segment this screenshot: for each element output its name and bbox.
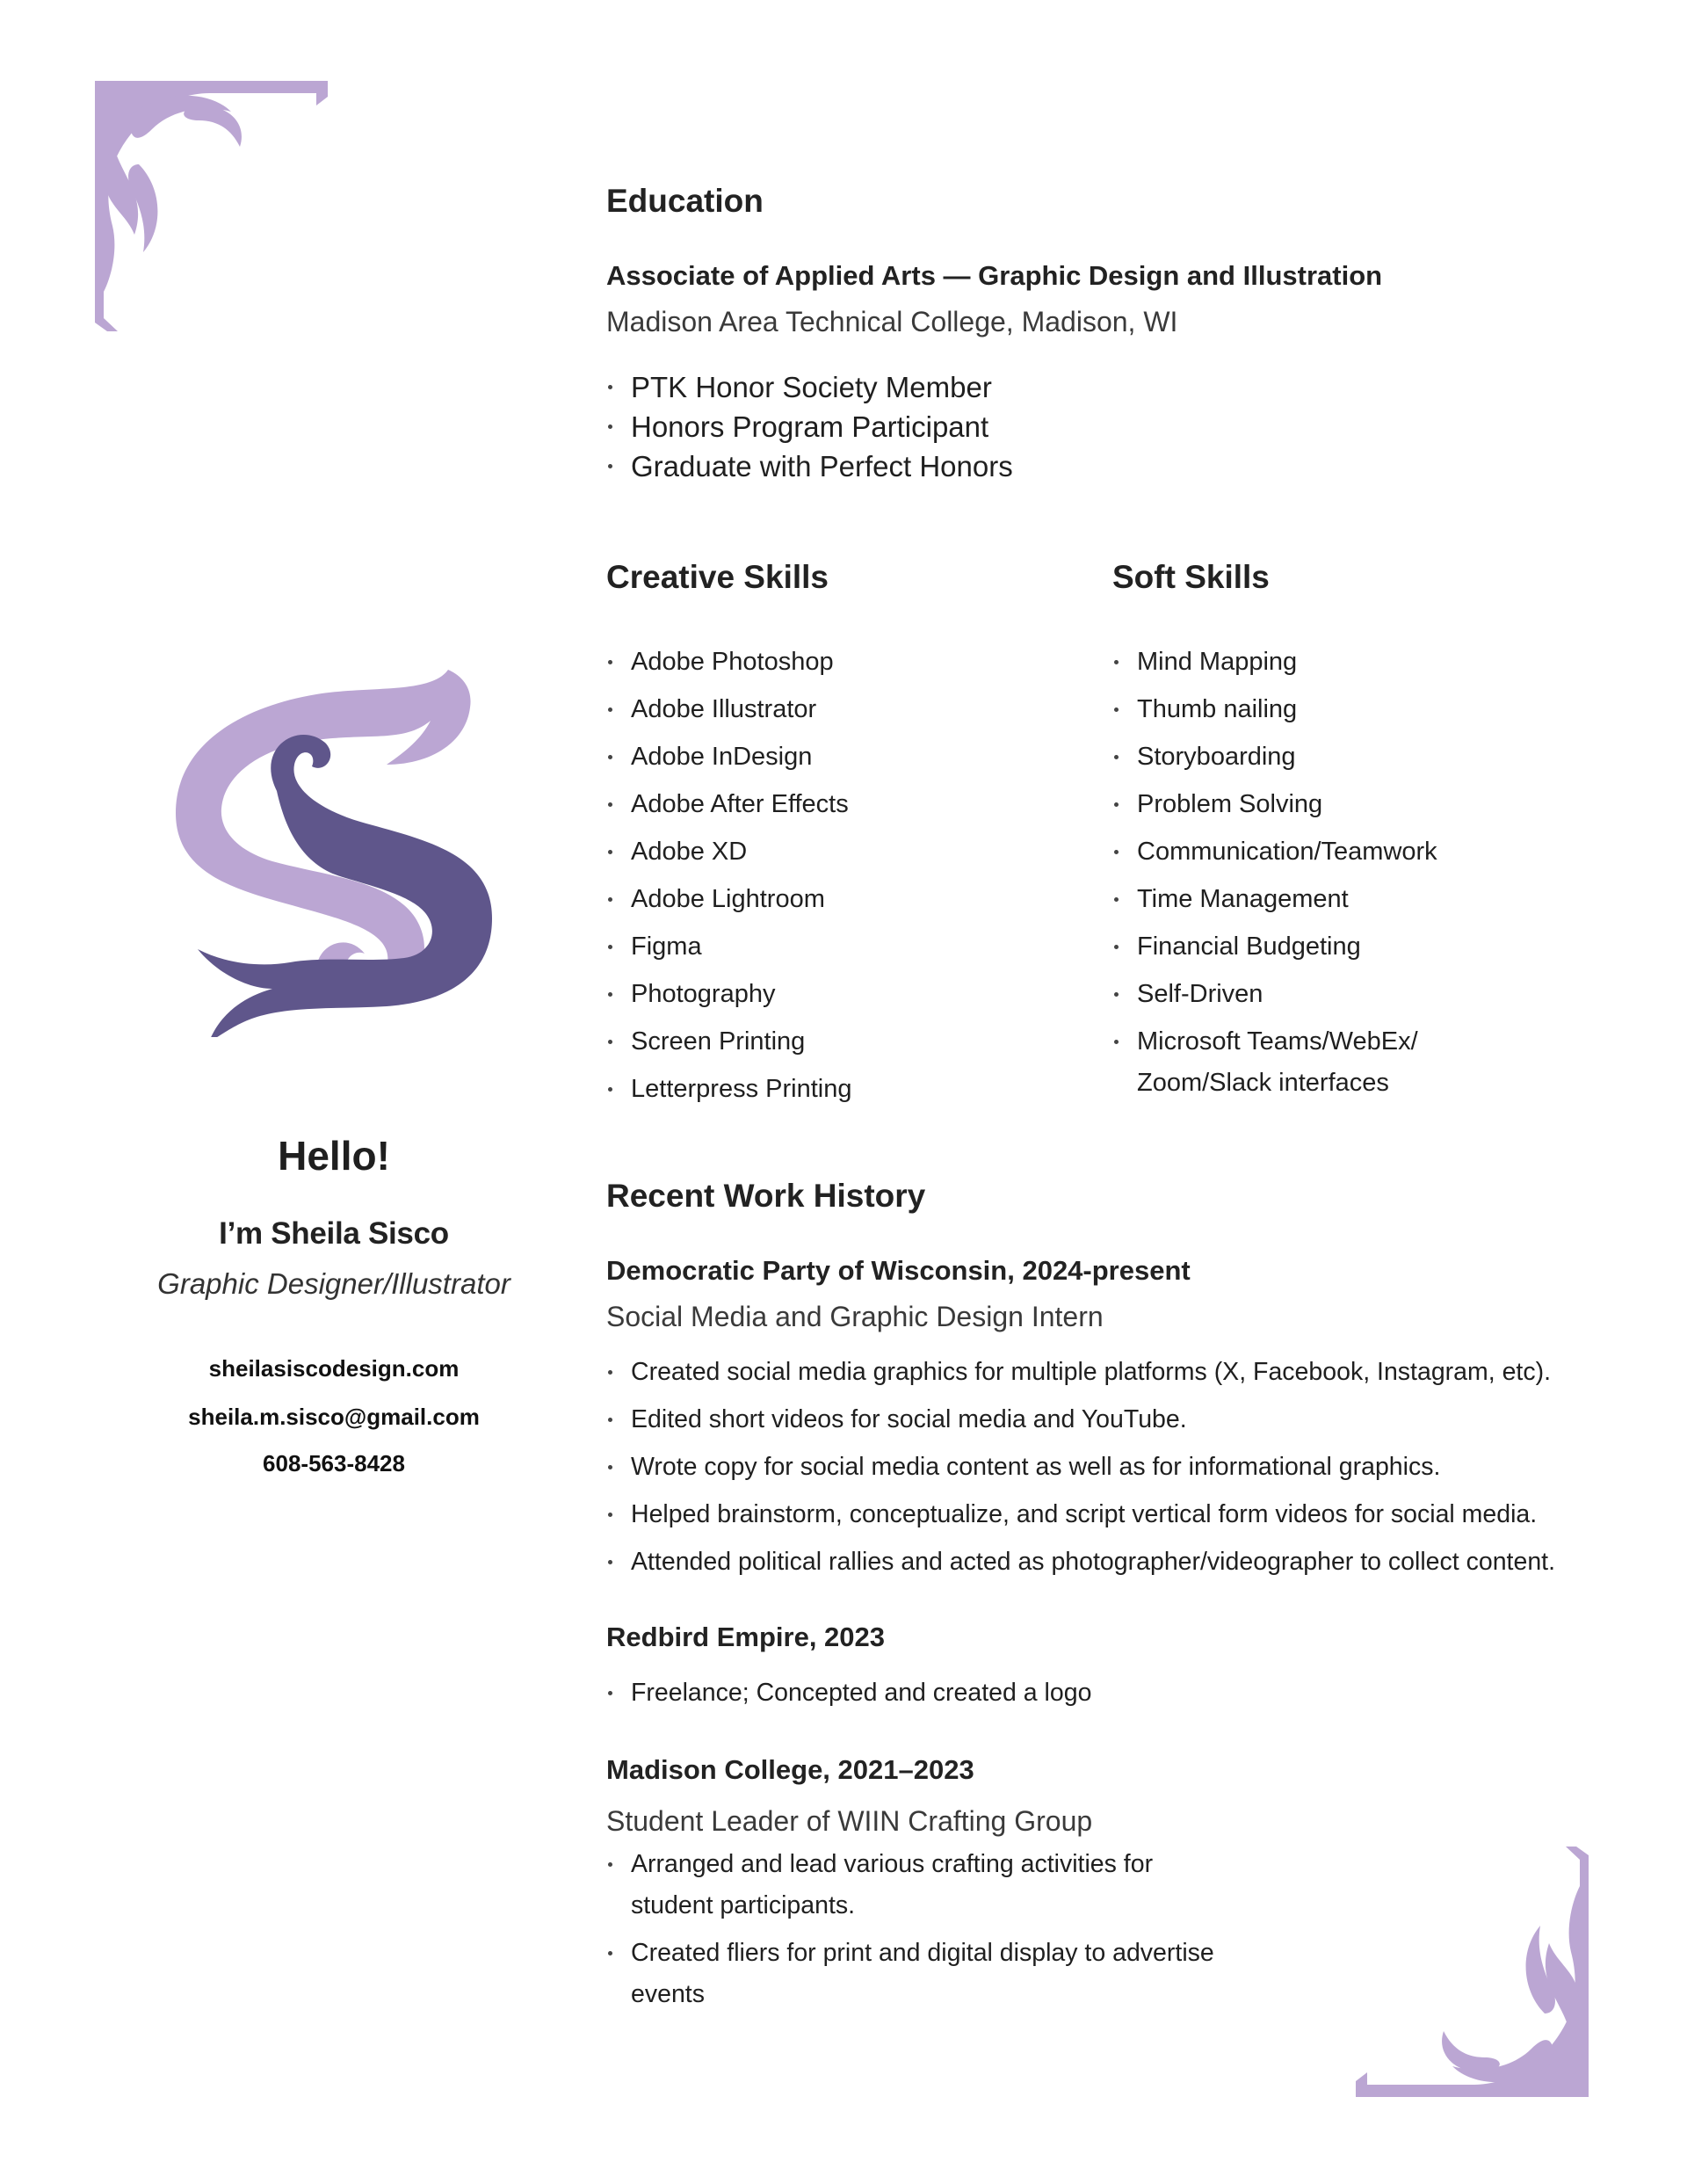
list-item: Letterpress Printing [606,1069,851,1110]
list-item: Honors Program Participant [606,407,1013,446]
list-item: Arranged and lead various crafting activities for student participants. [606,1844,1221,1926]
list-item: Photography [606,974,851,1015]
creative-skills-heading: Creative Skills [606,559,829,595]
list-item: Time Management [1112,879,1446,920]
greeting-heading: Hello! [278,1133,390,1179]
list-item: Mind Mapping [1112,642,1446,683]
job-title: Madison College, 2021–2023 [606,1754,974,1785]
list-item: Created social media graphics for multiple platforms (X, Facebook, Instagram, etc). [606,1352,1555,1393]
website-link[interactable]: sheilasiscodesign.com [208,1355,460,1382]
list-item: Helped brainstorm, conceptualize, and script vertical form videos for social media. [606,1494,1555,1535]
corner-ornament-bottom-right [1343,1833,1606,2097]
job-title: Redbird Empire, 2023 [606,1622,886,1652]
list-item: Storyboarding [1112,736,1446,778]
education-degree: Associate of Applied Arts — Graphic Design and Illustration [606,260,1383,291]
list-item: Graduate with Perfect Honors [606,446,1013,486]
job-duties-list [606,1844,1221,2021]
education-list [606,367,1013,486]
job-duties-list [606,1672,1091,1720]
profile-title: Graphic Designer/Illustrator [157,1267,510,1300]
phone-number: 608-563-8428 [263,1450,405,1477]
monogram-s-logo [167,668,510,1037]
list-item: Self-Driven [1112,974,1446,1015]
list-item: Adobe Illustrator [606,689,851,730]
list-item: Financial Budgeting [1112,926,1446,968]
list-item: Freelance; Concepted and created a logo [606,1672,1091,1714]
list-item: Adobe XD [606,831,851,873]
profile-name: I’m Sheila Sisco [219,1216,449,1251]
work-history-heading: Recent Work History [606,1178,926,1214]
education-heading: Education [606,183,764,219]
email-link[interactable]: sheila.m.sisco@gmail.com [188,1404,480,1430]
list-item: Edited short videos for social media and YouTube. [606,1399,1555,1440]
list-item: Adobe After Effects [606,784,851,825]
creative-skills-list [606,642,851,1116]
education-school: Madison Area Technical College, Madison, WI [606,306,1178,337]
list-item: Created fliers for print and digital display to advertise events [606,1933,1221,2015]
list-item: Microsoft Teams/WebEx/ Zoom/Slack interfaces [1112,1021,1446,1104]
job-role: Social Media and Graphic Design Intern [606,1301,1104,1332]
list-item: PTK Honor Society Member [606,367,1013,407]
list-item: Screen Printing [606,1021,851,1063]
list-item: Problem Solving [1112,784,1446,825]
list-item: Figma [606,926,851,968]
job-role: Student Leader of WIIN Crafting Group [606,1805,1093,1837]
soft-skills-list [1112,642,1446,1110]
list-item: Communication/Teamwork [1112,831,1446,873]
job-title: Democratic Party of Wisconsin, 2024-present [606,1255,1191,1286]
job-duties-list [606,1352,1555,1589]
list-item: Thumb nailing [1112,689,1446,730]
list-item: Wrote copy for social media content as well as for informational graphics. [606,1447,1555,1488]
list-item: Adobe Photoshop [606,642,851,683]
list-item: Attended political rallies and acted as photographer/videographer to collect content. [606,1542,1555,1583]
list-item: Adobe Lightroom [606,879,851,920]
list-item: Adobe InDesign [606,736,851,778]
soft-skills-heading: Soft Skills [1112,559,1270,595]
corner-ornament-top-left [77,81,341,345]
